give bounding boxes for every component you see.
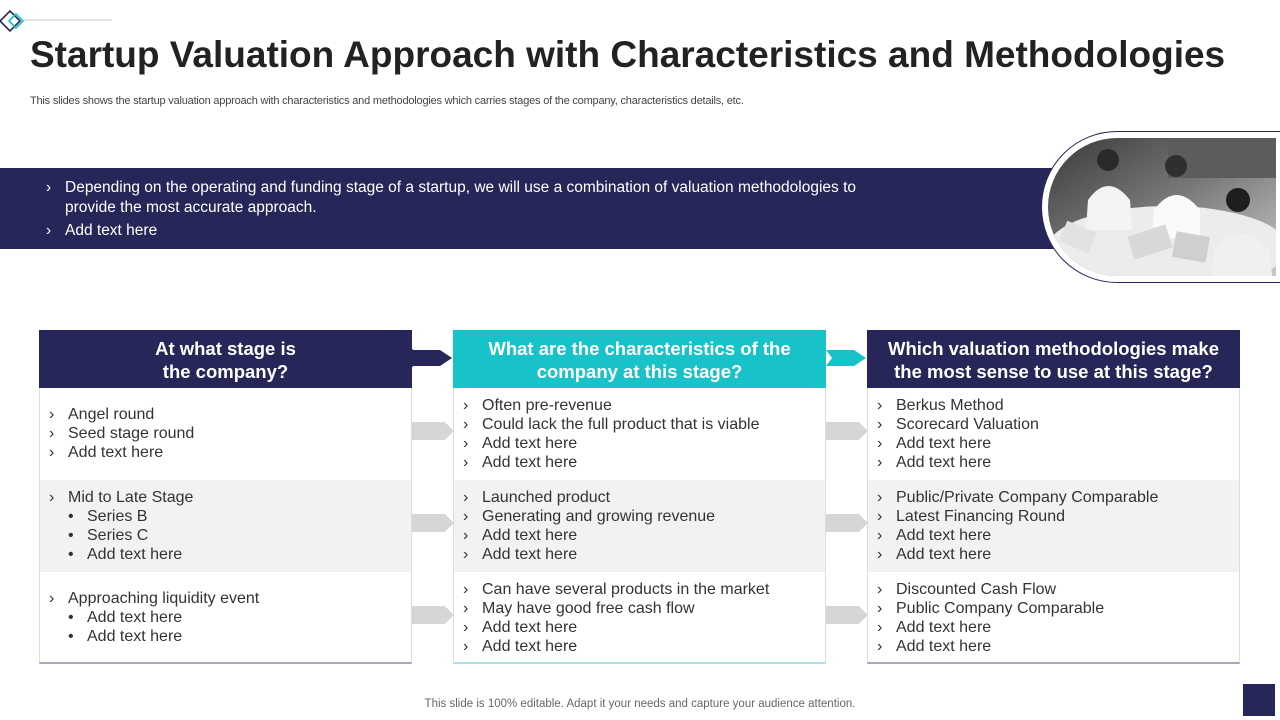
list-item: › Add text here: [877, 619, 992, 636]
list-item: › May have good free cash flow: [463, 600, 695, 617]
row-connector-arrow: [826, 606, 868, 624]
list-subitem: • Add text here: [68, 609, 183, 626]
page-subtitle: This slides shows the startup valuation approach with characteristics and methodologies which carries stages of the company, characteristics details, etc.: [30, 95, 744, 107]
list-item: › Add text here: [463, 454, 578, 471]
list-item: › Latest Financing Round: [877, 508, 1065, 525]
list-item: › Public/Private Company Comparable: [877, 489, 1159, 506]
footer-note: This slide is 100% editable. Adapt it your needs and capture your audience attention.: [424, 698, 856, 710]
list-item: › Scorecard Valuation: [877, 416, 1039, 433]
list-item: › Launched product: [463, 489, 611, 506]
methodologies-cell: [867, 480, 1240, 572]
row-connector-arrow: [412, 606, 454, 624]
stage-cell: [39, 572, 412, 664]
list-item: › Discounted Cash Flow: [877, 581, 1057, 598]
list-item: › Add text here: [463, 619, 578, 636]
header-line: At what stage is: [155, 338, 296, 359]
page-title: Startup Valuation Approach with Characteristics and Methodologies: [30, 34, 1226, 75]
column-header-methodologies: [867, 330, 1240, 388]
characteristics-cell: [453, 388, 826, 480]
diamond-logo-icon: [0, 8, 120, 34]
list-subitem: • Series C: [68, 527, 149, 544]
header-connector-arrow: [412, 348, 453, 368]
list-item: › Generating and growing revenue: [463, 508, 716, 525]
row-connector-arrow: [826, 514, 868, 532]
characteristics-cell: [453, 572, 826, 664]
header-line: the most sense to use at this stage?: [894, 361, 1213, 382]
header-line: What are the characteristics of the: [488, 338, 791, 359]
banner-text: Depending on the operating and funding stage of a startup, we will use a combination of valuation methodologies to provide the most accurate approach.: [65, 179, 857, 216]
header-connector-arrow: [826, 348, 867, 368]
list-item: › Mid to Late Stage: [49, 489, 194, 506]
chevron-right-icon: ›: [46, 222, 52, 239]
header-line: Which valuation methodologies make: [888, 338, 1219, 359]
list-item: › Add text here: [463, 435, 578, 452]
list-subitem: • Series B: [68, 508, 148, 525]
summary-banner: [0, 168, 1060, 249]
list-item: › Add text here: [877, 454, 992, 471]
list-item: › Add text here: [463, 638, 578, 655]
list-item: › Approaching liquidity event: [49, 590, 260, 607]
methodologies-cell: [867, 388, 1240, 480]
list-item: › Often pre-revenue: [463, 397, 612, 414]
column-header-characteristics: [453, 330, 826, 388]
stage-cell: [39, 480, 412, 572]
list-subitem: • Add text here: [68, 628, 183, 645]
chevron-right-icon: ›: [46, 179, 52, 196]
list-item: › Add text here: [877, 638, 992, 655]
list-item: › Add text here: [463, 546, 578, 563]
characteristics-cell: [453, 480, 826, 572]
row-connector-arrow: [412, 422, 454, 440]
list-item: › Add text here: [877, 546, 992, 563]
row-connector-arrow: [826, 422, 868, 440]
row-connector-arrow: [412, 514, 454, 532]
banner-text: Add text here: [65, 222, 158, 239]
stage-cell: [39, 388, 412, 480]
list-item: › Add text here: [877, 527, 992, 544]
banner-item: [46, 178, 886, 217]
list-item: › Seed stage round: [49, 425, 195, 442]
list-item: › Add text here: [463, 527, 578, 544]
header-line: company at this stage?: [536, 361, 743, 382]
methodologies-cell: [867, 572, 1240, 664]
header-line: the company?: [162, 361, 289, 382]
list-item: › Could lack the full product that is viable: [463, 416, 760, 433]
list-subitem: • Add text here: [68, 546, 183, 563]
list-item: › Add text here: [877, 435, 992, 452]
team-meeting-photo: [1048, 138, 1276, 276]
list-item: › Berkus Method: [877, 397, 1004, 414]
list-item: › Can have several products in the market: [463, 581, 770, 598]
column-header-stage: [39, 330, 412, 388]
list-item: › Add text here: [49, 444, 164, 461]
list-item: › Angel round: [49, 406, 155, 423]
corner-decoration: [1243, 684, 1275, 716]
list-item: › Public Company Comparable: [877, 600, 1105, 617]
banner-item: [46, 221, 886, 241]
